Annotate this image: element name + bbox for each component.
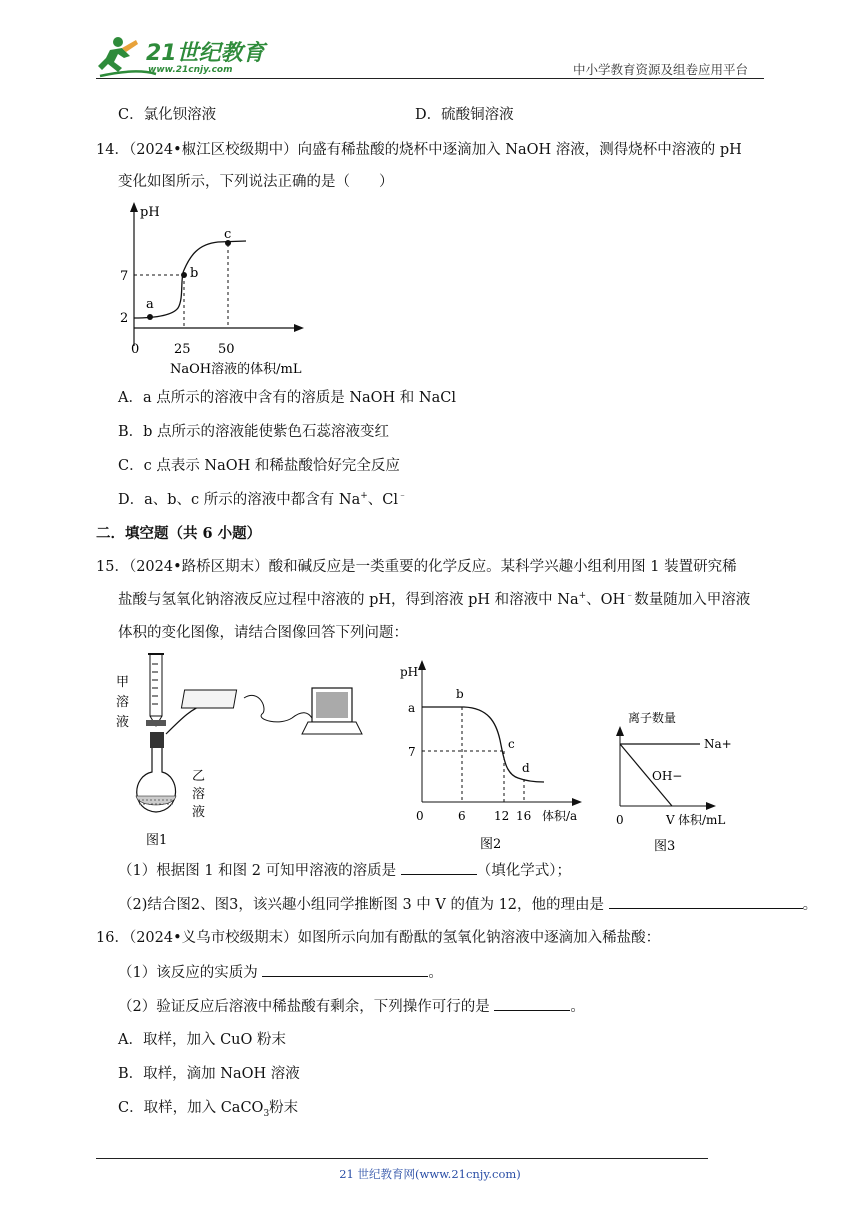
point-c-label: c (508, 737, 515, 751)
y-axis-label: pH (140, 205, 160, 220)
fig1-caption: 图1 (146, 833, 168, 848)
q14-option-a: A．a 点所示的溶液中含有的溶质是 NaOH 和 NaCl (118, 390, 456, 406)
header-rule (96, 78, 764, 79)
q14-option-b: B．b 点所示的溶液能使紫色石蕊溶液变红 (118, 424, 390, 440)
point-d-label: d (522, 761, 530, 775)
footer-rule (96, 1158, 708, 1159)
yi-label-1: 乙 (192, 769, 206, 784)
q16-option-c-post: 粉末 (269, 1100, 299, 1116)
x-axis-arrow-icon (572, 798, 582, 806)
x-axis-arrow-icon (706, 802, 716, 810)
xtick-0: 0 (416, 809, 424, 823)
xtick-6: 6 (458, 809, 466, 823)
x-axis-label: 体积/mL (678, 813, 726, 827)
xtick-0: 0 (131, 342, 140, 357)
ytick-a: a (408, 701, 416, 715)
q15-line2-post: 数量随加入甲溶液 (634, 592, 751, 608)
x-axis-label: NaOH溶液的体积/mL (170, 362, 302, 377)
xtick-50: 50 (218, 342, 235, 357)
q16-sub2 (118, 996, 585, 1017)
q14-option-d-sup2: ﹣ (398, 491, 408, 502)
q14-option-d (118, 490, 407, 510)
q14-option-d-sup1: + (360, 491, 368, 502)
q14-ph-chart (112, 198, 312, 380)
x-axis-label: 体积/a (542, 809, 578, 823)
q15-line2-sup2: ﹣ (625, 591, 635, 602)
q16-sub1 (118, 962, 443, 983)
q15-sub1-post: （填化学式）； (476, 863, 571, 879)
jia-label-3: 液 (116, 715, 130, 730)
q15-line2-sup1: + (578, 591, 587, 602)
point-b (181, 272, 187, 278)
q15-stem-line2 (118, 590, 750, 610)
q16-sub2-post: 。 (570, 999, 585, 1015)
q15-sub1-text: （1）根据图 1 和图 2 可知甲溶液的溶质是 (118, 863, 401, 879)
y-axis-arrow-icon (616, 726, 624, 736)
q13-option-c: C．氯化钡溶液 (118, 107, 217, 123)
q15-sub1-answer-blank[interactable] (401, 860, 477, 875)
q15-stem-line1: 15．（2024•路桥区期末）酸和碱反应是一类重要的化学反应。某科学兴趣小组利用图 1 装置研究稀 (96, 559, 737, 575)
fig2-caption: 图2 (480, 837, 502, 852)
q16-option-b: B．取样，滴加 NaOH 溶液 (118, 1066, 300, 1082)
point-b-label: b (456, 687, 464, 701)
q14-option-d-text: D．a、b、c 所示的溶液中都含有 Na (118, 492, 361, 508)
q16-option-c (118, 1098, 298, 1118)
q16-sub1-answer-blank[interactable] (262, 962, 428, 977)
section-title: 二．填空题（共 6 小题） (96, 525, 262, 542)
point-c-label: c (224, 227, 232, 242)
xtick-12: 12 (494, 809, 510, 823)
q15-line2-mid: 、OH (586, 592, 626, 608)
q16-option-a: A．取样，加入 CuO 粉末 (118, 1032, 287, 1048)
q15-sub1 (118, 860, 571, 881)
q16-sub2-text: （2）验证反应后溶液中稀盐酸有剩余，下列操作可行的是 (118, 999, 495, 1015)
logo-title: 21世纪教育 (146, 41, 265, 66)
q15-line2-text: 盐酸与氢氧化钠溶液反应过程中溶液的 pH，得到溶液 pH 和溶液中 Na (118, 592, 579, 608)
q13-option-d: D．硫酸铜溶液 (415, 107, 514, 123)
x-axis-arrow-icon (294, 324, 304, 332)
q15-fig2-chart (396, 656, 592, 852)
yi-label-3: 液 (192, 805, 206, 820)
oh-series-label: OH− (652, 769, 683, 783)
jia-label-1: 甲 (116, 675, 130, 690)
ytick-7: 7 (120, 269, 129, 284)
point-b-label: b (190, 266, 199, 281)
stopper-icon (150, 732, 164, 748)
xtick-16: 16 (516, 809, 532, 823)
fig3-caption: 图3 (654, 839, 676, 852)
header-tagline: 中小学教育资源及组卷应用平台 (573, 62, 749, 77)
xtick-25: 25 (174, 342, 191, 357)
q14-option-c: C．c 点表示 NaOH 和稀盐酸恰好完全反应 (118, 458, 400, 474)
point-a (147, 314, 153, 320)
y-axis-label: pH (400, 665, 419, 679)
q14-option-d-mid: 、Cl (367, 492, 399, 508)
q15-sub2-text: （2)结合图2、图3，该兴趣小组同学推断图 3 中 V 的值为 12，他的理由是 (118, 897, 609, 913)
y-axis-arrow-icon (130, 202, 138, 212)
xtick-0: 0 (616, 813, 624, 827)
xtick-v: V (666, 813, 675, 827)
q16-sub1-post: 。 (428, 965, 443, 981)
ytick-7: 7 (408, 745, 416, 759)
q16-option-c-sub: 3 (263, 1108, 270, 1119)
ytick-2: 2 (120, 311, 129, 326)
burette-icon (150, 654, 162, 716)
footer-link[interactable]: 21 世纪教育网(www.21cnjy.com) (339, 1167, 521, 1181)
q15-fig1-apparatus (112, 648, 382, 850)
point-a-label: a (146, 297, 154, 312)
q15-sub2-answer-blank[interactable] (609, 894, 803, 909)
logo-url: www.21cnjy.com (148, 65, 233, 75)
yi-label-2: 溶 (192, 787, 206, 802)
q16-stem: 16．（2024•义乌市校级期末）如图所示向加有酚酞的氢氧化钠溶液中逐滴加入稀盐酸： (96, 930, 661, 946)
na-series-label: Na+ (704, 737, 732, 751)
q15-stem-line3: 体积的变化图像，请结合图像回答下列问题： (118, 625, 408, 641)
q15-sub2-post: 。 (802, 897, 818, 913)
stopcock-icon (146, 720, 166, 726)
q15-fig3-chart (604, 704, 744, 852)
jia-label-2: 溶 (116, 695, 130, 710)
q14-stem-line2: 变化如图所示，下列说法正确的是（ ） (118, 174, 394, 190)
q14-stem-line1: 14．（2024•椒江区校级期中）向盛有稀盐酸的烧杯中逐滴加入 NaOH 溶液，测得烧杯中溶液的 pH (96, 142, 742, 158)
q16-sub2-answer-blank[interactable] (494, 996, 570, 1011)
q15-sub2 (118, 894, 817, 915)
y-axis-label: 离子数量 (628, 711, 677, 725)
q16-option-c-text: C．取样，加入 CaCO (118, 1100, 264, 1116)
sensor-box-icon (181, 690, 236, 708)
site-logo (96, 32, 266, 82)
q16-sub1-text: （1）该反应的实质为 (118, 965, 263, 981)
y-axis-arrow-icon (418, 660, 426, 670)
